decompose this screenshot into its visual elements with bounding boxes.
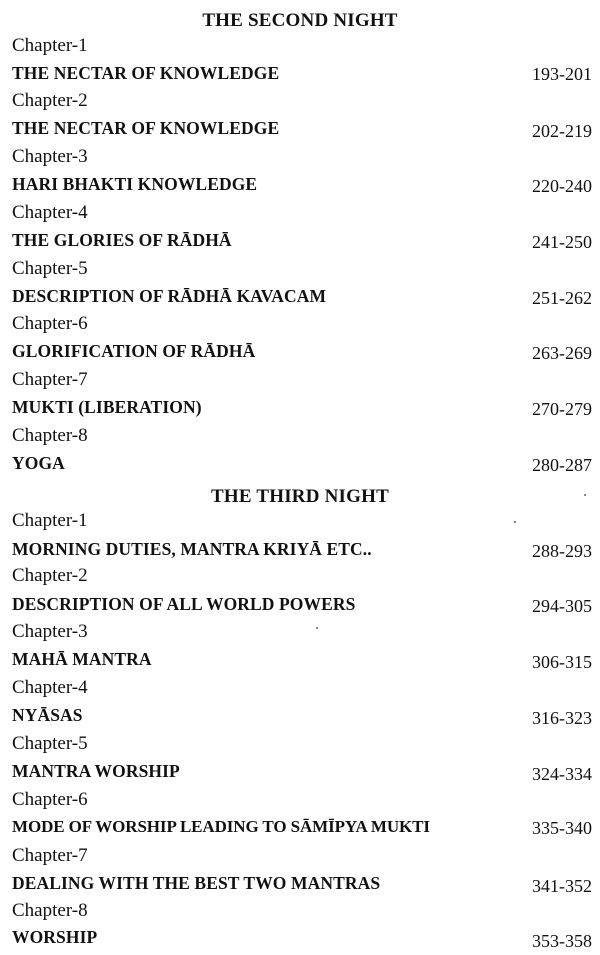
page-range: 193-201 (532, 64, 592, 84)
chapter-title: GLORIFICATION OF RĀDHĀ (12, 341, 256, 361)
chapter-title: MORNING DUTIES, MANTRA KRIYĀ ETC.. (12, 539, 372, 559)
page-range: 316-323 (532, 708, 592, 728)
chapter-label: Chapter-1 (12, 510, 88, 531)
chapter-title: MODE OF WORSHIP LEADING TO SĀMĪPYA MUKTI (12, 817, 430, 836)
chapter-label: Chapter-2 (12, 565, 88, 586)
section-heading-third-night: THE THIRD NIGHT (211, 486, 389, 507)
chapter-title: WORSHIP (12, 927, 98, 947)
section-heading-second-night: THE SECOND NIGHT (202, 10, 398, 31)
chapter-label: Chapter-5 (12, 733, 88, 754)
chapter-label: Chapter-2 (12, 90, 88, 111)
chapter-label: Chapter-3 (12, 146, 88, 167)
chapter-title: MANTRA WORSHIP (12, 761, 180, 781)
page-range: 280-287 (532, 455, 592, 475)
chapter-label: Chapter-5 (12, 258, 88, 279)
page-range: 270-279 (532, 399, 592, 419)
chapter-title: YOGA (12, 453, 65, 473)
chapter-title: DESCRIPTION OF RĀDHĀ KAVACAM (12, 286, 327, 306)
chapter-title: MUKTI (LIBERATION) (12, 397, 202, 417)
page-range: 353-358 (532, 931, 592, 951)
chapter-label: Chapter-8 (12, 900, 88, 921)
chapter-label: Chapter-6 (12, 313, 88, 334)
page-range: 202-219 (532, 121, 592, 141)
page-range: 335-340 (532, 818, 592, 838)
chapter-title: MAHĀ MANTRA (12, 649, 152, 669)
chapter-label: Chapter-3 (12, 621, 88, 642)
chapter-title: THE NECTAR OF KNOWLEDGE (12, 118, 280, 138)
page-range: 241-250 (532, 232, 592, 252)
chapter-title: NYĀSAS (12, 705, 83, 725)
chapter-label: Chapter-7 (12, 369, 88, 390)
chapter-title: HARI BHAKTI KNOWLEDGE (12, 174, 258, 194)
chapter-title: THE NECTAR OF KNOWLEDGE (12, 63, 280, 83)
chapter-label: Chapter-6 (12, 789, 88, 810)
page-range: 263-269 (532, 343, 592, 363)
page-range: 341-352 (532, 876, 592, 896)
chapter-title: THE GLORIES OF RĀDHĀ (12, 230, 232, 250)
chapter-title: DEALING WITH THE BEST TWO MANTRAS (12, 873, 381, 893)
chapter-label: Chapter-4 (12, 202, 88, 223)
page-range: 294-305 (532, 596, 592, 616)
page-range: 288-293 (532, 541, 592, 561)
chapter-label: Chapter-1 (12, 35, 88, 56)
chapter-label: Chapter-7 (12, 845, 88, 866)
scan-speck (316, 627, 318, 629)
page-range: 306-315 (532, 652, 592, 672)
page-range: 324-334 (532, 764, 592, 784)
scan-speck (514, 521, 516, 523)
page-range: 251-262 (532, 288, 592, 308)
chapter-title: DESCRIPTION OF ALL WORLD POWERS (12, 594, 356, 614)
scan-speck (584, 494, 586, 496)
chapter-label: Chapter-4 (12, 677, 88, 698)
chapter-label: Chapter-8 (12, 425, 88, 446)
page-range: 220-240 (532, 176, 592, 196)
